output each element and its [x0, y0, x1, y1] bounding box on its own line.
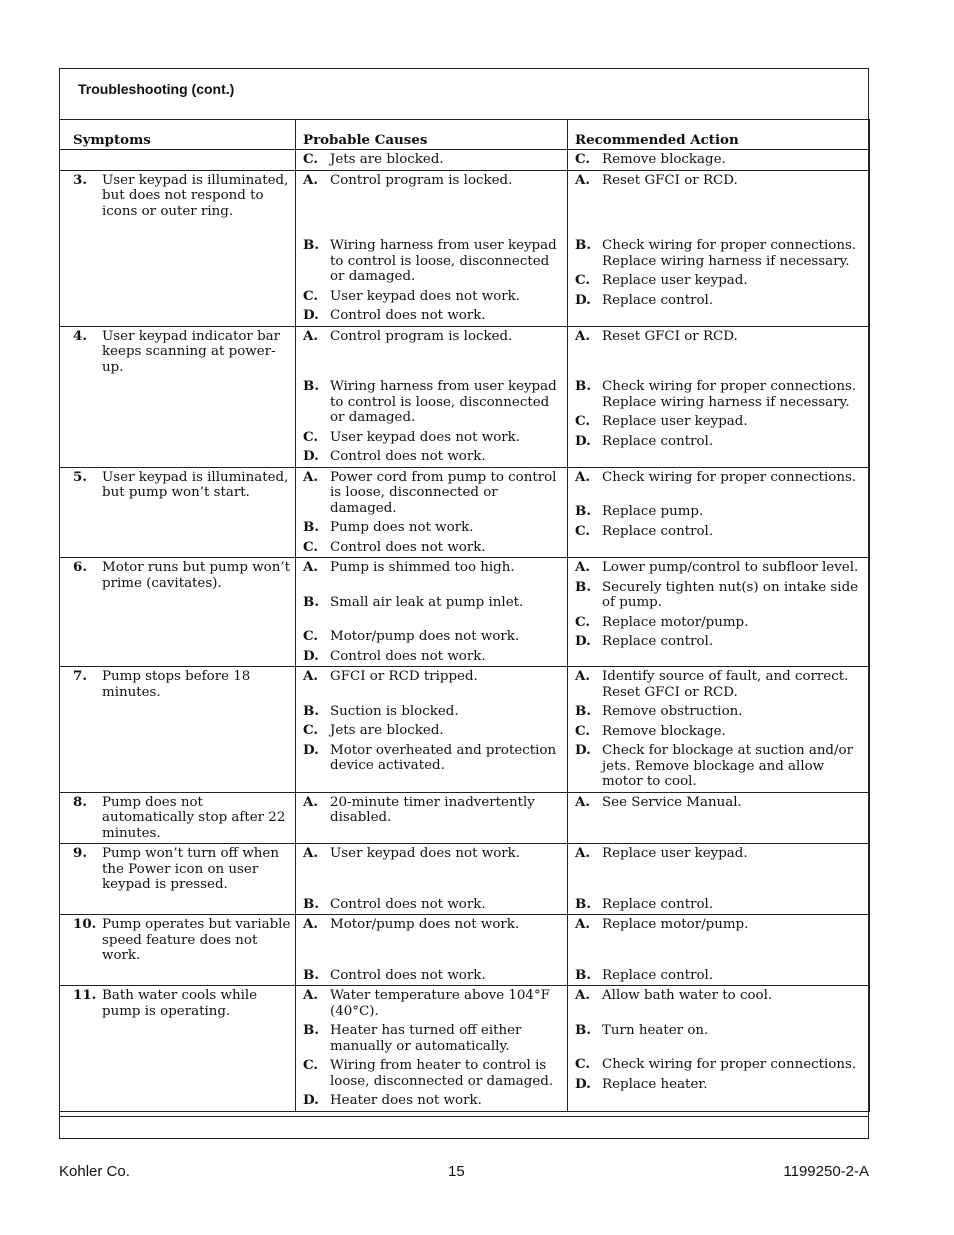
action-entry: [575, 846, 865, 862]
action-entry: [575, 988, 865, 1004]
troubleshooting-frame: [59, 68, 869, 1139]
entry-text: GFCI or RCD tripped.: [330, 669, 478, 684]
entry-letter: B.: [575, 237, 591, 253]
entry-text: Control does not work.: [330, 648, 486, 664]
cause-entry: [303, 430, 563, 446]
action-entry: [575, 293, 865, 309]
causes-cell: [296, 150, 568, 171]
footer-page-number: 15: [448, 1163, 465, 1180]
action-entry: [575, 1077, 865, 1093]
symptom-text: User keypad indicator bar keeps scanning at power-up.: [102, 328, 281, 375]
symptom-number: 11.: [73, 987, 97, 1003]
actions-cell: [568, 558, 870, 667]
table-row: [60, 326, 870, 467]
causes-cell: [296, 667, 568, 793]
entry-text: Replace control.: [602, 967, 714, 983]
entry-text: Motor overheated and protection device activated.: [330, 742, 557, 773]
entry-text: Control does not work.: [330, 539, 486, 555]
column-header-symptoms: Symptoms: [60, 120, 296, 150]
entry-letter: A.: [303, 668, 319, 684]
entry-letter: B.: [303, 895, 319, 912]
table-row: [60, 558, 870, 667]
symptom-item: [73, 917, 291, 964]
action-entry: [575, 273, 865, 289]
cause-entry: [303, 560, 563, 576]
action-entry: [575, 1023, 865, 1039]
action-entry: [575, 434, 865, 450]
entry-letter: D.: [303, 647, 319, 664]
symptom-text: Pump stops before 18 minutes.: [102, 669, 251, 700]
entry-letter: A.: [303, 916, 319, 932]
causes-cell: [296, 467, 568, 558]
cause-entry: [303, 629, 563, 645]
entry-letter: B.: [575, 1021, 591, 1038]
entry-text: See Service Manual.: [602, 794, 742, 810]
symptom-item: [73, 988, 291, 1019]
cause-entry: [303, 704, 563, 720]
entry-text: User keypad does not work.: [330, 288, 521, 304]
causes-cell: [296, 986, 568, 1112]
symptom-cell: [60, 150, 296, 171]
action-entry: [575, 329, 865, 345]
action-entry: [575, 897, 865, 913]
actions-cell: [568, 150, 870, 171]
action-entry: [575, 795, 865, 811]
entry-letter: A.: [303, 468, 319, 485]
symptom-cell: [60, 844, 296, 915]
entry-letter: A.: [575, 916, 591, 932]
entry-letter: A.: [575, 468, 591, 485]
entry-letter: A.: [575, 793, 591, 810]
symptom-item: [73, 329, 291, 376]
entry-letter: A.: [575, 559, 591, 575]
entry-text: Replace control.: [602, 896, 714, 912]
symptom-number: 7.: [73, 668, 87, 684]
symptom-text: Pump won’t turn off when the Power icon on user keypad is pressed.: [102, 846, 279, 892]
symptom-cell: [60, 915, 296, 986]
symptom-item: [73, 173, 291, 220]
action-entry: [575, 669, 865, 700]
symptom-cell: [60, 558, 296, 667]
action-entry: [575, 379, 865, 410]
causes-cell: [296, 792, 568, 844]
footer-company: Kohler Co.: [59, 1163, 130, 1180]
table-body: [60, 150, 870, 1112]
table-row: [60, 150, 870, 171]
action-entry: [575, 917, 865, 933]
cause-entry: [303, 846, 563, 862]
entry-letter: A.: [575, 987, 591, 1003]
entry-letter: C.: [303, 287, 319, 304]
cause-entry: [303, 540, 563, 556]
entry-letter: C.: [575, 272, 591, 288]
symptom-item: [73, 846, 291, 893]
entry-text: Check wiring for proper connections. Replace wiring harness if necessary.: [602, 238, 857, 269]
actions-cell: [568, 170, 870, 326]
causes-cell: [296, 915, 568, 986]
action-entry: [575, 724, 865, 740]
cause-entry: [303, 968, 563, 984]
cause-entry: [303, 449, 563, 465]
entry-text: Wiring from heater to control is loose, disconnected or damaged.: [330, 1058, 554, 1089]
entry-letter: B.: [575, 378, 591, 394]
entry-letter: B.: [303, 1022, 319, 1038]
entry-text: Replace user keypad.: [602, 273, 748, 288]
cause-entry: [303, 1058, 563, 1089]
entry-text: Reset GFCI or RCD.: [602, 172, 738, 188]
entry-letter: B.: [303, 378, 319, 394]
symptom-number: 3.: [73, 171, 87, 188]
symptom-text: User keypad is illuminated, but does not respond to icons or outer ring.: [102, 172, 289, 219]
symptom-number: 6.: [73, 559, 87, 575]
action-entry: [575, 615, 865, 631]
actions-cell: [568, 792, 870, 844]
entry-letter: B.: [303, 702, 319, 719]
entry-text: Suction is blocked.: [330, 703, 459, 719]
entry-letter: B.: [575, 503, 591, 519]
table-row: [60, 667, 870, 793]
entry-text: Check wiring for proper connections.: [602, 469, 857, 485]
entry-text: Remove blockage.: [602, 723, 726, 739]
causes-cell: [296, 170, 568, 326]
entry-text: Replace control.: [602, 634, 714, 649]
entry-letter: A.: [303, 559, 319, 575]
section-title: Troubleshooting (cont.): [78, 81, 235, 97]
entry-letter: C.: [303, 722, 319, 738]
entry-text: Replace motor/pump.: [602, 917, 749, 932]
causes-cell: [296, 558, 568, 667]
cause-entry: [303, 897, 563, 913]
actions-cell: [568, 667, 870, 793]
entry-letter: C.: [575, 413, 591, 429]
actions-cell: [568, 467, 870, 558]
entry-letter: D.: [575, 742, 591, 758]
causes-cell: [296, 326, 568, 467]
entry-letter: C.: [575, 613, 591, 630]
entry-letter: C.: [303, 428, 319, 445]
entry-text: Identify source of fault, and correct. Reset GFCI or RCD.: [602, 669, 849, 700]
action-entry: [575, 173, 865, 189]
action-entry: [575, 414, 865, 430]
symptom-item: [73, 669, 291, 700]
cause-entry: [303, 988, 563, 1019]
cause-entry: [303, 379, 563, 426]
entry-text: Replace control.: [602, 433, 714, 449]
symptom-cell: [60, 986, 296, 1112]
entry-text: Jets are blocked.: [330, 723, 444, 738]
actions-cell: [568, 986, 870, 1112]
entry-text: Replace control.: [602, 523, 714, 539]
entry-letter: B.: [575, 703, 591, 719]
bottom-divider: [59, 1116, 869, 1117]
entry-letter: A.: [303, 171, 319, 188]
entry-letter: D.: [575, 432, 591, 449]
symptom-item: [73, 795, 291, 842]
symptom-number: 4.: [73, 327, 87, 344]
entry-letter: B.: [303, 966, 319, 983]
cause-entry: [303, 1093, 563, 1109]
entry-letter: C.: [575, 722, 591, 739]
entry-text: Wiring harness from user keypad to control is loose, disconnected or damaged.: [330, 379, 557, 425]
entry-letter: A.: [575, 668, 591, 684]
entry-text: Reset GFCI or RCD.: [602, 328, 738, 344]
entry-letter: B.: [303, 593, 319, 610]
action-entry: [575, 238, 865, 269]
symptom-number: 10.: [73, 916, 97, 932]
symptom-item: [73, 560, 291, 591]
causes-cell: [296, 844, 568, 915]
entry-letter: D.: [575, 633, 591, 649]
action-entry: [575, 504, 865, 520]
cause-entry: [303, 289, 563, 305]
action-entry: [575, 743, 865, 790]
cause-entry: [303, 595, 563, 611]
symptom-cell: [60, 467, 296, 558]
actions-cell: [568, 326, 870, 467]
entry-letter: D.: [575, 291, 591, 308]
entry-letter: D.: [303, 448, 319, 464]
entry-text: Replace control.: [602, 292, 714, 308]
symptom-cell: [60, 792, 296, 844]
action-entry: [575, 1057, 865, 1073]
table-row: [60, 844, 870, 915]
cause-entry: [303, 238, 563, 285]
entry-text: Water temperature above 104°F (40°C).: [330, 988, 550, 1019]
symptom-number: 5.: [73, 468, 87, 485]
action-entry: [575, 580, 865, 611]
entry-letter: B.: [303, 237, 319, 253]
actions-cell: [568, 915, 870, 986]
symptom-text: User keypad is illuminated, but pump won’t start.: [102, 469, 289, 500]
entry-text: Jets are blocked.: [330, 152, 444, 167]
symptom-item: [73, 470, 291, 501]
entry-letter: D.: [303, 741, 319, 758]
symptom-cell: [60, 667, 296, 793]
entry-text: Replace heater.: [602, 1076, 708, 1092]
entry-letter: C.: [303, 1057, 319, 1073]
table-row: [60, 986, 870, 1112]
entry-text: Remove blockage.: [602, 152, 726, 167]
symptom-number: 9.: [73, 845, 87, 861]
table-row: [60, 792, 870, 844]
entry-letter: D.: [303, 307, 319, 323]
symptom-text: Pump operates but variable speed feature does not work.: [102, 917, 291, 963]
actions-cell: [568, 844, 870, 915]
entry-text: Pump is shimmed too high.: [330, 560, 515, 575]
entry-text: User keypad does not work.: [330, 846, 521, 861]
entry-letter: B.: [303, 519, 319, 535]
action-entry: [575, 968, 865, 984]
entry-text: Lower pump/control to subfloor level.: [602, 560, 859, 575]
entry-letter: A.: [575, 327, 591, 344]
entry-letter: C.: [575, 151, 591, 167]
symptom-text: Bath water cools while pump is operating.: [102, 988, 258, 1019]
table-row: [60, 467, 870, 558]
entry-text: Turn heater on.: [602, 1022, 709, 1038]
symptom-cell: [60, 170, 296, 326]
cause-entry: [303, 743, 563, 774]
action-entry: [575, 524, 865, 540]
table-row: [60, 915, 870, 986]
cause-entry: [303, 329, 563, 345]
symptom-number: 8.: [73, 793, 87, 810]
action-entry: [575, 152, 865, 168]
entry-text: Motor/pump does not work.: [330, 917, 520, 932]
entry-text: Allow bath water to cool.: [602, 988, 773, 1003]
symptom-text: Pump does not automatically stop after 22 minutes.: [102, 794, 286, 841]
entry-letter: C.: [303, 151, 319, 167]
cause-entry: [303, 1023, 563, 1054]
action-entry: [575, 704, 865, 720]
entry-letter: A.: [575, 845, 591, 861]
cause-entry: [303, 917, 563, 933]
entry-letter: B.: [575, 966, 591, 983]
symptom-text: Motor runs but pump won’t prime (cavitates).: [102, 560, 290, 591]
entry-text: Remove obstruction.: [602, 704, 743, 719]
action-entry: [575, 634, 865, 650]
column-header-causes: Probable Causes: [296, 120, 568, 150]
entry-letter: A.: [303, 327, 319, 344]
symptom-cell: [60, 326, 296, 467]
entry-text: Replace user keypad.: [602, 414, 748, 429]
entry-letter: C.: [303, 538, 319, 555]
cause-entry: [303, 795, 563, 826]
entry-text: Control does not work.: [330, 449, 486, 464]
action-entry: [575, 470, 865, 486]
entry-text: Wiring harness from user keypad to control is loose, disconnected or damaged.: [330, 238, 557, 284]
entry-text: Replace user keypad.: [602, 846, 748, 861]
cause-entry: [303, 520, 563, 536]
cause-entry: [303, 173, 563, 189]
table-row: [60, 170, 870, 326]
entry-text: User keypad does not work.: [330, 429, 521, 445]
entry-text: Control program is locked.: [330, 172, 513, 188]
entry-text: Replace motor/pump.: [602, 614, 749, 630]
entry-letter: A.: [303, 845, 319, 861]
column-header-actions: Recommended Action: [568, 120, 870, 150]
cause-entry: [303, 669, 563, 685]
entry-letter: D.: [303, 1092, 319, 1108]
entry-letter: C.: [575, 522, 591, 539]
entry-text: Check for blockage at suction and/or jets. Remove blockage and allow motor to cool.: [602, 743, 853, 789]
entry-letter: A.: [303, 793, 319, 810]
entry-text: Control does not work.: [330, 967, 486, 983]
entry-letter: A.: [575, 171, 591, 188]
troubleshooting-table: [59, 119, 870, 1112]
entry-text: Control program is locked.: [330, 328, 513, 344]
cause-entry: [303, 308, 563, 324]
entry-text: 20-minute timer inadvertently disabled.: [330, 794, 535, 825]
entry-letter: B.: [575, 578, 591, 595]
cause-entry: [303, 649, 563, 665]
entry-text: Small air leak at pump inlet.: [330, 594, 524, 610]
entry-text: Motor/pump does not work.: [330, 629, 520, 644]
cause-entry: [303, 470, 563, 517]
entry-text: Heater has turned off either manually or automatically.: [330, 1023, 522, 1054]
entry-letter: C.: [575, 1056, 591, 1072]
cause-entry: [303, 152, 563, 168]
entry-text: Check wiring for proper connections.: [602, 1057, 857, 1072]
entry-text: Control does not work.: [330, 308, 486, 323]
entry-text: Pump does not work.: [330, 520, 474, 535]
table-header-row: [60, 120, 870, 150]
entry-text: Check wiring for proper connections. Replace wiring harness if necessary.: [602, 379, 857, 410]
entry-letter: D.: [575, 1075, 591, 1092]
entry-text: Securely tighten nut(s) on intake side of pump.: [602, 579, 859, 610]
entry-letter: B.: [575, 895, 591, 912]
entry-text: Power cord from pump to control is loose, disconnected or damaged.: [330, 469, 557, 516]
footer-doc-number: 1199250-2-A: [783, 1163, 869, 1180]
cause-entry: [303, 723, 563, 739]
entry-text: Control does not work.: [330, 896, 486, 912]
entry-text: Heater does not work.: [330, 1093, 482, 1108]
entry-text: Replace pump.: [602, 504, 704, 519]
entry-letter: C.: [303, 628, 319, 644]
action-entry: [575, 560, 865, 576]
entry-letter: A.: [303, 987, 319, 1003]
